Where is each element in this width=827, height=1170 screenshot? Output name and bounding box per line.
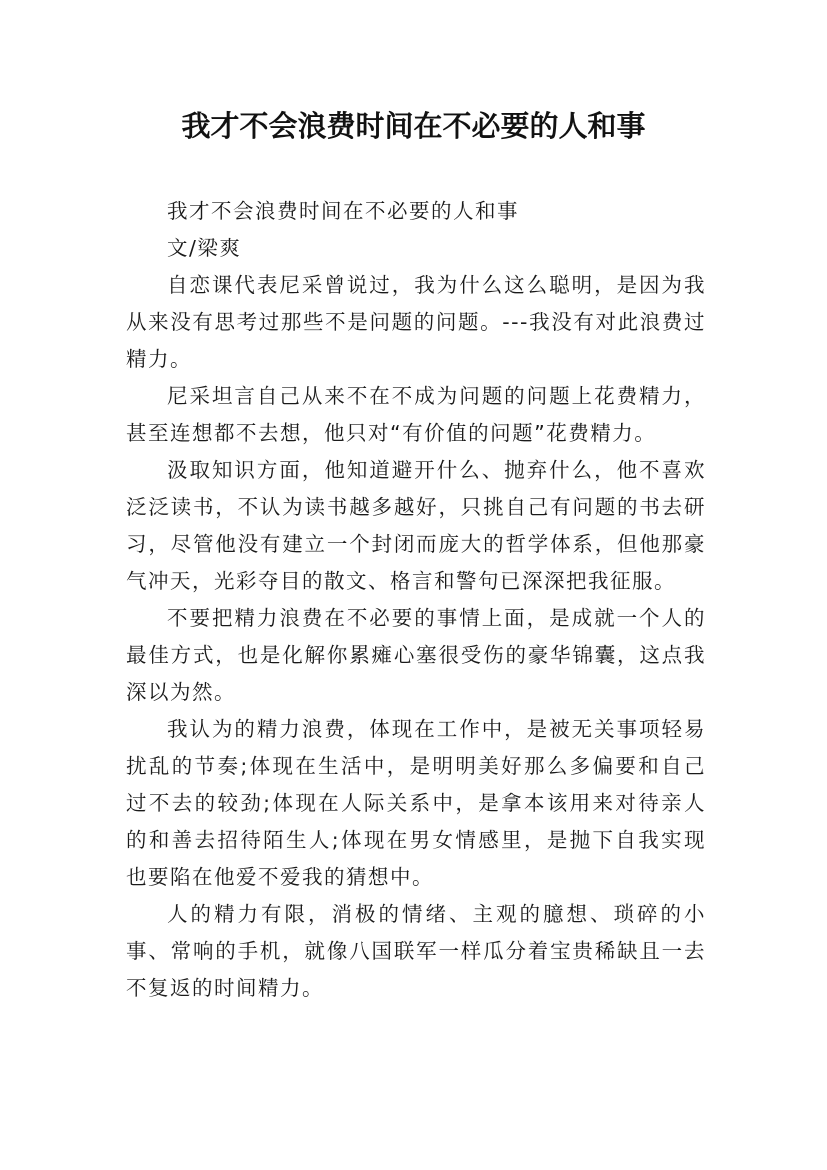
- paragraph-subtitle: 我才不会浪费时间在不必要的人和事: [167, 199, 519, 223]
- document-body: [126, 193, 706, 1007]
- paragraph-author: 文/梁爽: [167, 236, 242, 260]
- paragraph: 自恋课代表尼采曾说过，我为什么这么聪明，是因为我从来没有思考过那些不是问题的问题。---我没有对此浪费过精力。: [126, 273, 706, 371]
- document-title: 我才不会浪费时间在不必要的人和事: [181, 109, 646, 143]
- paragraph: 我认为的精力浪费，体现在工作中，是被无关事项轻易扰乱的节奏;体现在生活中，是明明美好那么多偏要和自己过不去的较劲;体现在人际关系中，是拿本该用来对待亲人的和善去招待陌生人;体现在男女情感里，是抛下自我实现也要陷在他爱不爱我的猜想中。: [126, 717, 706, 889]
- paragraph: 不要把精力浪费在不必要的事情上面，是成就一个人的最佳方式，也是化解你累瘫心塞很受伤的豪华锦囊，这点我深以为然。: [126, 606, 706, 704]
- paragraph: 尼采坦言自己从来不在不成为问题的问题上花费精力，甚至连想都不去想，他只对“有价值的问题”花费精力。: [126, 384, 706, 445]
- paragraph: 汲取知识方面，他知道避开什么、抛弃什么，他不喜欢泛泛读书，不认为读书越多越好，只挑自己有问题的书去研习，尽管他没有建立一个封闭而庞大的哲学体系，但他那豪气冲天，光彩夺目的散文、格言和警句已深深把我征服。: [126, 458, 706, 593]
- paragraph: 人的精力有限，消极的情绪、主观的臆想、琐碎的小事、常响的手机，就像八国联军一样瓜分着宝贵稀缺且一去不复返的时间精力。: [126, 902, 706, 1000]
